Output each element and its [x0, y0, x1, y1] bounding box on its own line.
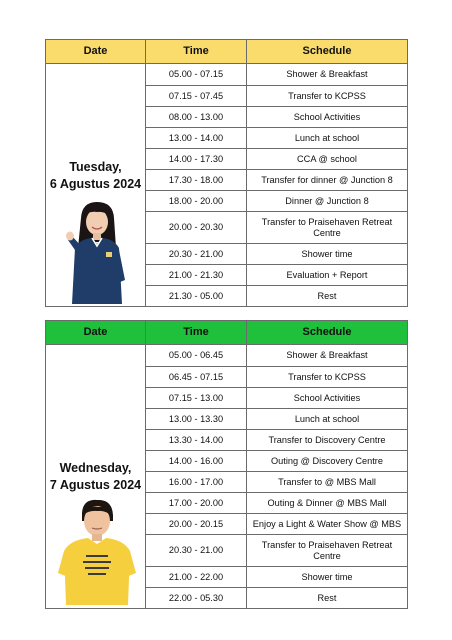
- time-cell: 13.00 - 13.30: [146, 409, 247, 430]
- date-label-block: [46, 159, 145, 193]
- activity-cell: Lunch at school: [247, 128, 408, 149]
- activity-cell: Enjoy a Light & Water Show @ MBS: [247, 514, 408, 535]
- table-header-row: [46, 40, 408, 64]
- day-name: Wednesday,: [59, 461, 132, 475]
- date-label-block: [46, 460, 145, 494]
- activity-cell: School Activities: [247, 388, 408, 409]
- date-text: 6 Agustus 2024: [49, 177, 142, 191]
- time-cell: 20.30 - 21.00: [146, 244, 247, 265]
- header-date: Date: [46, 40, 146, 64]
- activity-cell: Outing & Dinner @ MBS Mall: [247, 493, 408, 514]
- time-cell: 21.30 - 05.00: [146, 286, 247, 307]
- activity-cell: Shower time: [247, 244, 408, 265]
- time-cell: 18.00 - 20.00: [146, 191, 247, 212]
- table-row: [46, 64, 408, 86]
- time-cell: 07.15 - 13.00: [146, 388, 247, 409]
- table-row: [46, 345, 408, 367]
- activity-cell: Transfer to KCPSS: [247, 86, 408, 107]
- header-schedule: Schedule: [247, 40, 408, 64]
- time-cell: 22.00 - 05.30: [146, 588, 247, 609]
- activity-cell: Shower & Breakfast: [247, 64, 408, 86]
- time-cell: 20.00 - 20.15: [146, 514, 247, 535]
- table-header-row: [46, 321, 408, 345]
- time-cell: 13.00 - 14.00: [146, 128, 247, 149]
- activity-cell: Transfer to Praisehaven Retreat Centre: [247, 212, 408, 244]
- day-name: Tuesday,: [69, 160, 122, 174]
- activity-cell: Lunch at school: [247, 409, 408, 430]
- time-cell: 06.45 - 07.15: [146, 367, 247, 388]
- student-photo-boy: [56, 497, 138, 607]
- time-cell: 17.30 - 18.00: [146, 170, 247, 191]
- time-cell: 08.00 - 13.00: [146, 107, 247, 128]
- activity-cell: Transfer to Praisehaven Retreat Centre: [247, 535, 408, 567]
- header-schedule: Schedule: [247, 321, 408, 345]
- activity-cell: Rest: [247, 588, 408, 609]
- time-cell: 14.00 - 16.00: [146, 451, 247, 472]
- header-time: Time: [146, 40, 247, 64]
- header-time: Time: [146, 321, 247, 345]
- time-cell: 14.00 - 17.30: [146, 149, 247, 170]
- activity-cell: Shower & Breakfast: [247, 345, 408, 367]
- activity-cell: Transfer for dinner @ Junction 8: [247, 170, 408, 191]
- activity-cell: Shower time: [247, 567, 408, 588]
- student-photo-girl: [62, 200, 132, 306]
- activity-cell: Dinner @ Junction 8: [247, 191, 408, 212]
- activity-cell: Transfer to Discovery Centre: [247, 430, 408, 451]
- date-text: 7 Agustus 2024: [49, 478, 142, 492]
- activity-cell: Transfer to @ MBS Mall: [247, 472, 408, 493]
- activity-cell: School Activities: [247, 107, 408, 128]
- time-cell: 20.30 - 21.00: [146, 535, 247, 567]
- activity-cell: Transfer to KCPSS: [247, 367, 408, 388]
- time-cell: 17.00 - 20.00: [146, 493, 247, 514]
- time-cell: 07.15 - 07.45: [146, 86, 247, 107]
- time-cell: 13.30 - 14.00: [146, 430, 247, 451]
- activity-cell: Rest: [247, 286, 408, 307]
- time-cell: 05.00 - 06.45: [146, 345, 247, 367]
- header-date: Date: [46, 321, 146, 345]
- time-cell: 16.00 - 17.00: [146, 472, 247, 493]
- activity-cell: CCA @ school: [247, 149, 408, 170]
- time-cell: 21.00 - 21.30: [146, 265, 247, 286]
- time-cell: 20.00 - 20.30: [146, 212, 247, 244]
- activity-cell: Evaluation + Report: [247, 265, 408, 286]
- time-cell: 21.00 - 22.00: [146, 567, 247, 588]
- time-cell: 05.00 - 07.15: [146, 64, 247, 86]
- activity-cell: Outing @ Discovery Centre: [247, 451, 408, 472]
